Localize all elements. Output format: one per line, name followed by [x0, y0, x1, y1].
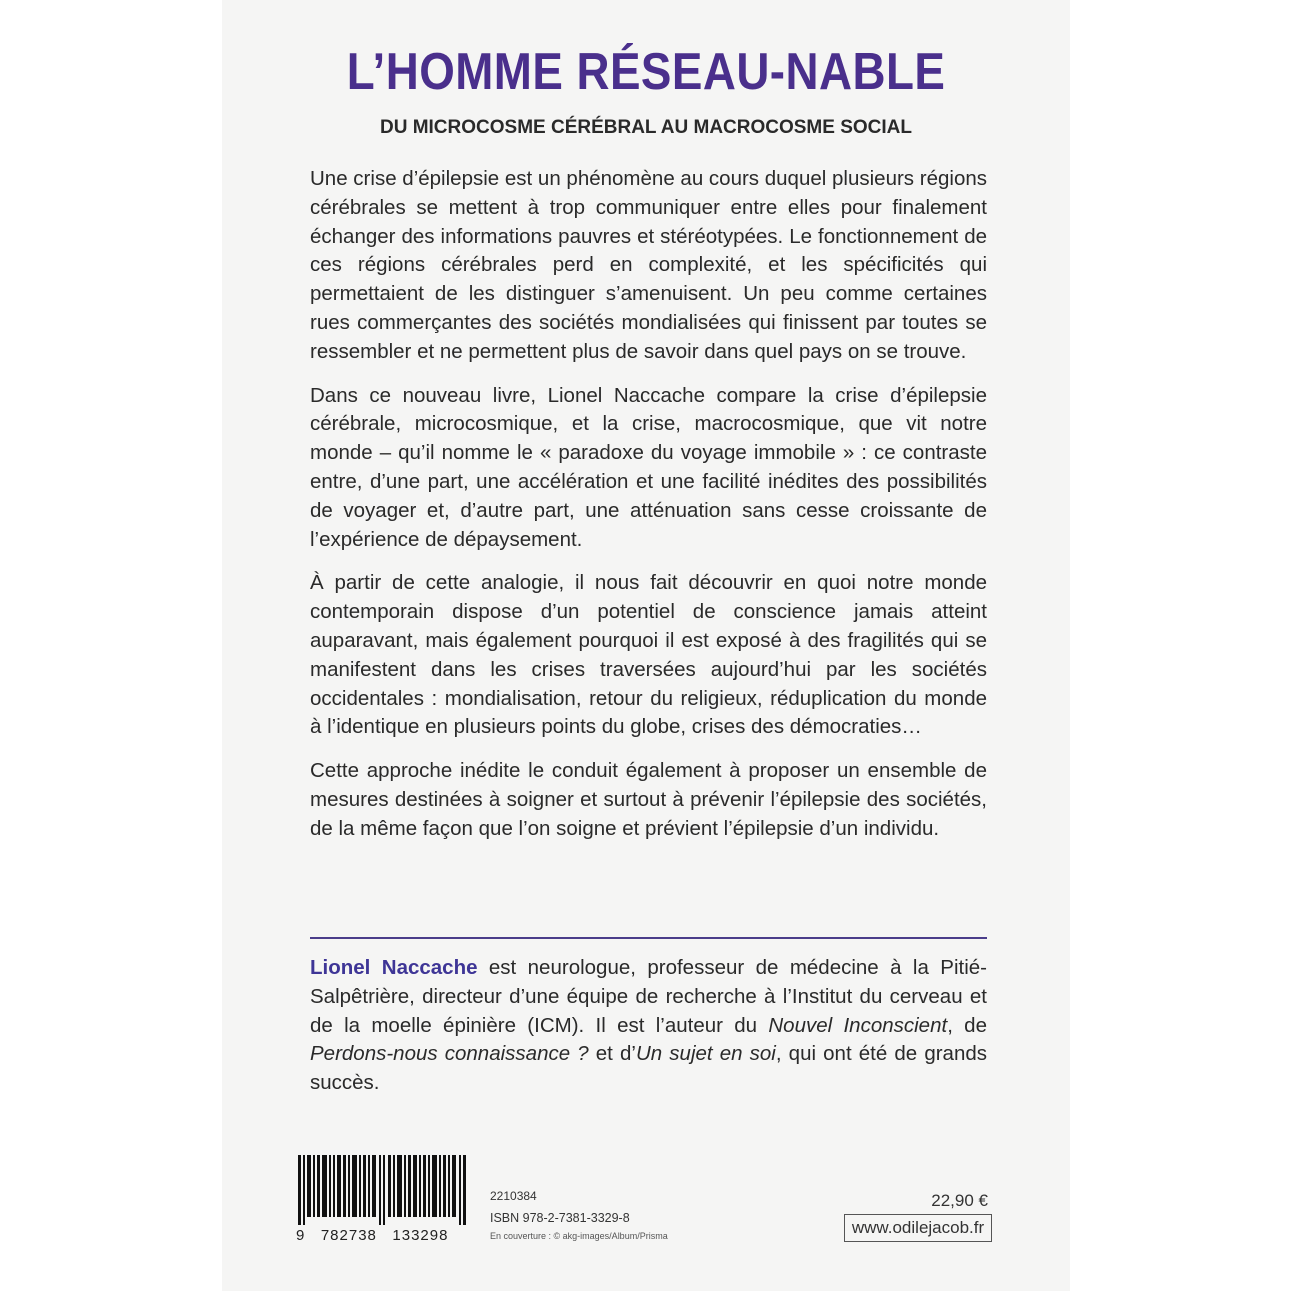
author-work-2: Perdons-nous connaissance ? — [310, 1042, 589, 1066]
barcode — [298, 1155, 468, 1225]
author-name: Lionel Naccache — [310, 956, 478, 979]
barcode-digits: 9 782738 133298 — [296, 1227, 449, 1244]
blurb — [310, 165, 987, 859]
blurb-paragraph-2: Dans ce nouveau livre, Lionel Naccache compare la crise d’épilepsie cérébrale, microcosmique, et la crise, macrocosmique, que vit notre monde – qu’il nomme le « paradoxe du voyage immobile » : ce contraste entre, d’une part, une accélération et une facilité inédites des possibilités de voyager et, d’autre part, une atténuation sans cesse croissante de l’expérience de dépaysement. — [310, 383, 987, 551]
book-title: L’HOMME RÉSEAU-NABLE — [346, 43, 946, 101]
book-subtitle: DU MICROCOSME CÉRÉBRAL AU MACROCOSME SOCIAL — [379, 117, 912, 138]
blurb-paragraph-1: Une crise d’épilepsie est un phénomène au cours duquel plusieurs régions cérébrales se mettent à trop communiquer entre elles pour finalement échanger des informations pauvres et stéréotypées. Le fonctionnement de ces régions cérébrales perd en complexité, et les spécificités qui permettaient de les distinguer s’amenuisent. Un peu comme certaines rues commerçantes des sociétés mondialisées qui finissent par toutes se ressembler et ne permettent plus de savoir dans quel pays on se trouve. — [310, 167, 987, 363]
isbn: ISBN 978-2-7381-3329-8 — [490, 1211, 630, 1225]
author-bio-text-2: , de — [947, 1013, 987, 1037]
author-work-3: Un sujet en soi — [635, 1042, 776, 1066]
author-bio-text-1: est neurologue, professeur de médecine à la Pitié-Salpêtrière, directeur d’une équipe de recherche à l’Institut du cerveau et de la moelle épinière (ICM). Il est l’auteur du — [310, 956, 987, 1037]
author-bio-text-3: et d’ — [588, 1042, 636, 1066]
author-bio — [310, 954, 987, 1098]
cover-credit: En couverture : © akg-images/Album/Prisma — [490, 1231, 668, 1241]
price: 22,90 € — [931, 1191, 988, 1210]
product-code: 2210384 — [490, 1189, 537, 1203]
author-bio-text-4: , qui ont été de grands succès. — [310, 1042, 988, 1095]
blurb-paragraph-3: À partir de cette analogie, il nous fait découvrir en quoi notre monde contemporain dispose d’un potentiel de conscience jamais atteint auparavant, mais également pourquoi il est exposé à des fragilités qui se manifestent dans les crises traversées aujourd’hui par les sociétés occidentales : mondialisation, retour du religieux, réduplication du monde à l’identique en plusieurs points du globe, crises des démocraties… — [310, 571, 987, 739]
publisher-website: www.odilejacob.fr — [844, 1214, 992, 1242]
book-back-cover — [222, 0, 1070, 1291]
author-work-1: Nouvel Inconscient — [768, 1013, 948, 1037]
divider — [310, 937, 987, 939]
blurb-paragraph-4: Cette approche inédite le conduit également à proposer un ensemble de mesures destinées à soigner et surtout à prévenir l’épilepsie des sociétés, de la même façon que l’on soigne et prévient l’épilepsie d’un individu. — [310, 759, 987, 840]
